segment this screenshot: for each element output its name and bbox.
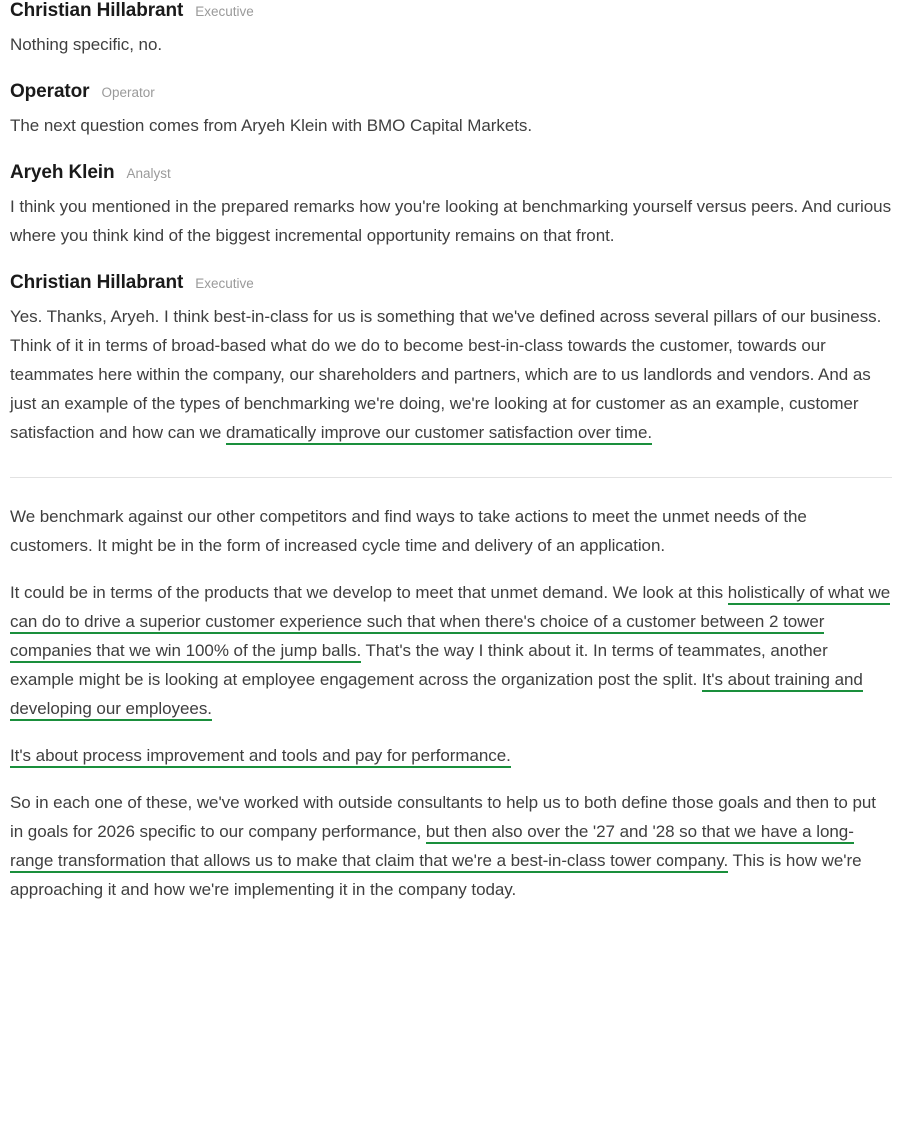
paragraph: Nothing specific, no. bbox=[10, 35, 163, 54]
section-divider bbox=[10, 477, 892, 478]
transcript-upper-section bbox=[10, 0, 892, 447]
paragraph-text: Yes. Thanks, Aryeh. I think best-in-class for us is something that we've defined across several pillars of our business. Think of it in terms of broad-based what do we do to become best-in-class towards the customer, towards our teammates here within the company, our shareholders and partners, which are to us landlords and vendors. And as just an example of the types of benchmarking we're doing, we're looking at for customer as an example, customer satisfaction and how can we bbox=[10, 307, 882, 442]
transcript-block bbox=[10, 81, 892, 140]
paragraph-text: So in each one of these, we've worked with outside consultants to help us to both define those goals and then to put in goals for 2026 specific to our company performance, bbox=[10, 793, 876, 841]
speaker-role: Analyst bbox=[126, 166, 171, 181]
highlighted-text: dramatically improve our customer satisfaction over time. bbox=[226, 423, 652, 445]
paragraph-text: This is how we're approaching it and how we're implementing it in the company today. bbox=[10, 851, 862, 899]
speaker-line bbox=[10, 272, 892, 294]
transcript-lower-section bbox=[10, 502, 892, 904]
paragraph-text: That's the way I think about it. In terms of teammates, another example might be is looking at employee engagement across the organization post the split. bbox=[10, 641, 828, 689]
paragraph: I think you mentioned in the prepared remarks how you're looking at benchmarking yourself versus peers. And curious where you think kind of the biggest incremental opportunity remains on that front. bbox=[10, 197, 892, 245]
speaker-line bbox=[10, 81, 892, 103]
paragraph bbox=[10, 502, 892, 560]
highlighted-text: It's about process improvement and tools and pay for performance. bbox=[10, 746, 511, 768]
paragraph-text: We benchmark against our other competitors and find ways to take actions to meet the unmet needs of the customers. It might be in the form of increased cycle time and delivery of an application. bbox=[10, 507, 807, 555]
paragraph: The next question comes from Aryeh Klein with BMO Capital Markets. bbox=[10, 116, 533, 135]
transcript-block bbox=[10, 0, 892, 59]
speaker-name: Operator bbox=[10, 81, 90, 102]
highlighted-text: It's about training and developing our employees. bbox=[10, 670, 863, 721]
speaker-role: Operator bbox=[101, 85, 155, 100]
speaker-role: Executive bbox=[195, 4, 254, 19]
paragraph bbox=[10, 788, 892, 904]
highlighted-text: but then also over the '27 and '28 so that we have a long-range transformation that allows us to make that claim that we're a best-in-class tower company. bbox=[10, 822, 854, 873]
highlighted-text: holistically of what we can do to drive a superior customer experience such that when there's choice of a customer between 2 tower companies that we win 100% of the jump balls. bbox=[10, 583, 890, 663]
paragraph bbox=[10, 302, 892, 447]
speaker-line bbox=[10, 0, 892, 22]
transcript-block bbox=[10, 162, 892, 250]
paragraph bbox=[10, 741, 892, 770]
speaker-name: Christian Hillabrant bbox=[10, 272, 184, 293]
speaker-name: Christian Hillabrant bbox=[10, 0, 184, 21]
speaker-line bbox=[10, 162, 892, 184]
speaker-name: Aryeh Klein bbox=[10, 162, 115, 183]
speaker-role: Executive bbox=[195, 276, 254, 291]
paragraph-text: It could be in terms of the products that we develop to meet that unmet demand. We look at this bbox=[10, 583, 728, 602]
paragraph bbox=[10, 578, 892, 723]
transcript-block bbox=[10, 272, 892, 447]
